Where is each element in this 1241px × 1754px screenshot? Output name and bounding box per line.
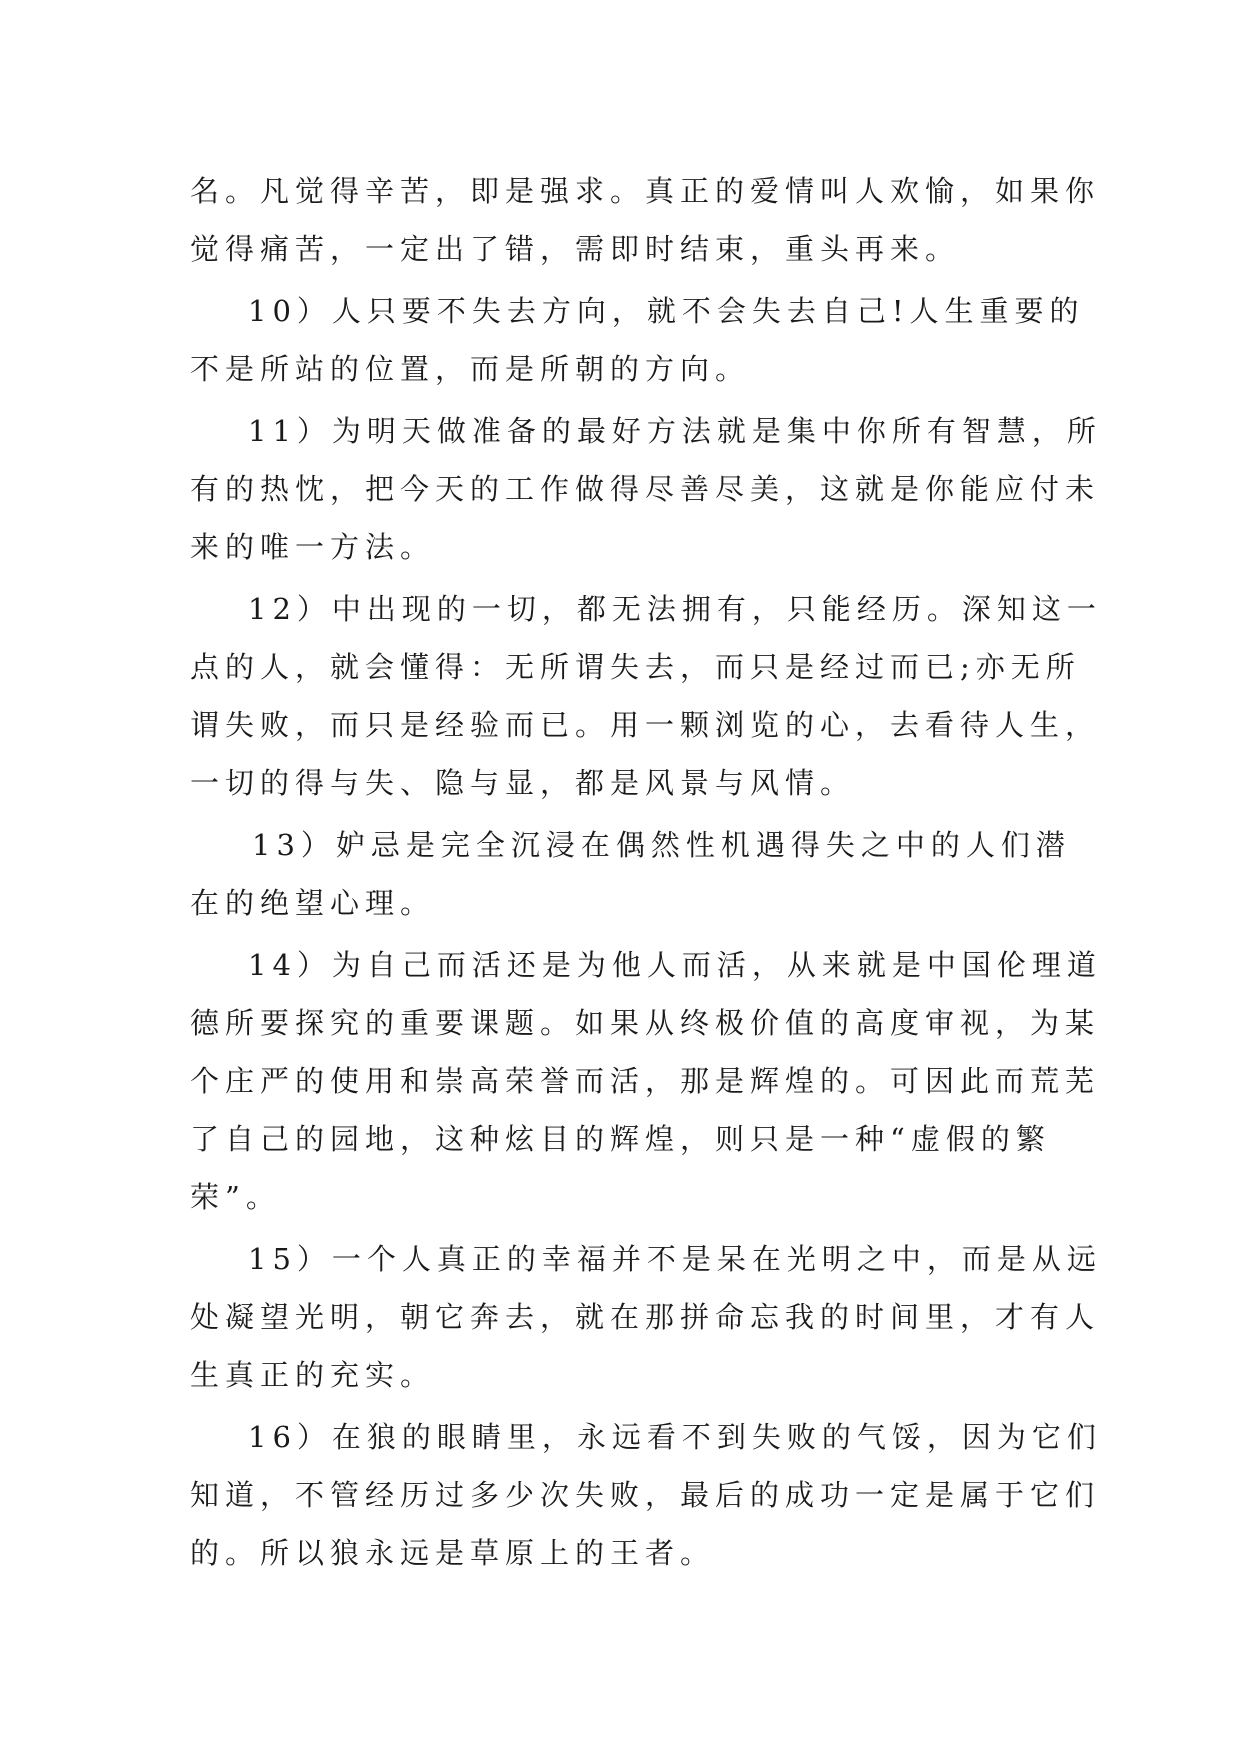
text-line: 谓失败，而只是经验而已。用一颗浏览的心，去看待人生，	[190, 708, 1101, 742]
text-line: 16）在狼的眼睛里，永远看不到失败的气馁，因为它们	[248, 1420, 1102, 1454]
text-line: 德所要探究的重要课题。如果从终极价值的高度审视，为某	[190, 1006, 1101, 1040]
text-line: 生真正的充实。	[190, 1358, 436, 1392]
text-line: 来的唯一方法。	[190, 530, 436, 564]
text-line: 在的绝望心理。	[190, 886, 436, 920]
text-line: 13）妒忌是完全沉浸在偶然性机遇得失之中的人们潜	[252, 828, 1071, 862]
text-line: 处凝望光明，朝它奔去，就在那拼命忘我的时间里，才有人	[190, 1300, 1101, 1334]
paragraph-14	[190, 936, 1102, 1226]
text-line: 荣”。	[190, 1180, 281, 1214]
paragraph-10	[190, 282, 1085, 398]
text-line: 知道，不管经历过多少次失败，最后的成功一定是属于它们	[190, 1478, 1101, 1512]
text-line: 一切的得与失、隐与显，都是风景与风情。	[190, 766, 856, 800]
paragraph-continued	[190, 162, 1101, 278]
text-line: 有的热忱，把今天的工作做得尽善尽美，这就是你能应付未	[190, 472, 1101, 506]
paragraph-11	[190, 402, 1102, 576]
text-line: 点的人，就会懂得：无所谓失去，而只是经过而已;亦无所	[190, 650, 1081, 684]
paragraph-16	[190, 1408, 1102, 1582]
paragraph-15	[190, 1230, 1102, 1404]
paragraph-13	[190, 816, 1071, 932]
text-line: 14）为自己而活还是为他人而活，从来就是中国伦理道	[248, 948, 1102, 982]
text-line: 12）中出现的一切，都无法拥有，只能经历。深知这一	[248, 592, 1102, 626]
text-line: 个庄严的使用和崇高荣誉而活，那是辉煌的。可因此而荒芜	[190, 1064, 1101, 1098]
text-line: 10）人只要不失去方向，就不会失去自己!人生重要的	[248, 294, 1085, 328]
text-line: 15）一个人真正的幸福并不是呆在光明之中，而是从远	[248, 1242, 1102, 1276]
text-line: 了自己的园地，这种炫目的辉煌，则只是一种“虚假的繁	[190, 1122, 1051, 1156]
text-line: 不是所站的位置，而是所朝的方向。	[190, 352, 751, 386]
text-line: 11）为明天做准备的最好方法就是集中你所有智慧，所	[248, 414, 1102, 448]
text-line: 名。凡觉得辛苦，即是强求。真正的爱情叫人欢愉，如果你	[190, 174, 1101, 208]
paragraph-12	[190, 580, 1102, 812]
document-body	[190, 162, 1102, 1582]
text-line: 觉得痛苦，一定出了错，需即时结束，重头再来。	[190, 232, 961, 266]
text-line: 的。所以狼永远是草原上的王者。	[190, 1536, 716, 1570]
